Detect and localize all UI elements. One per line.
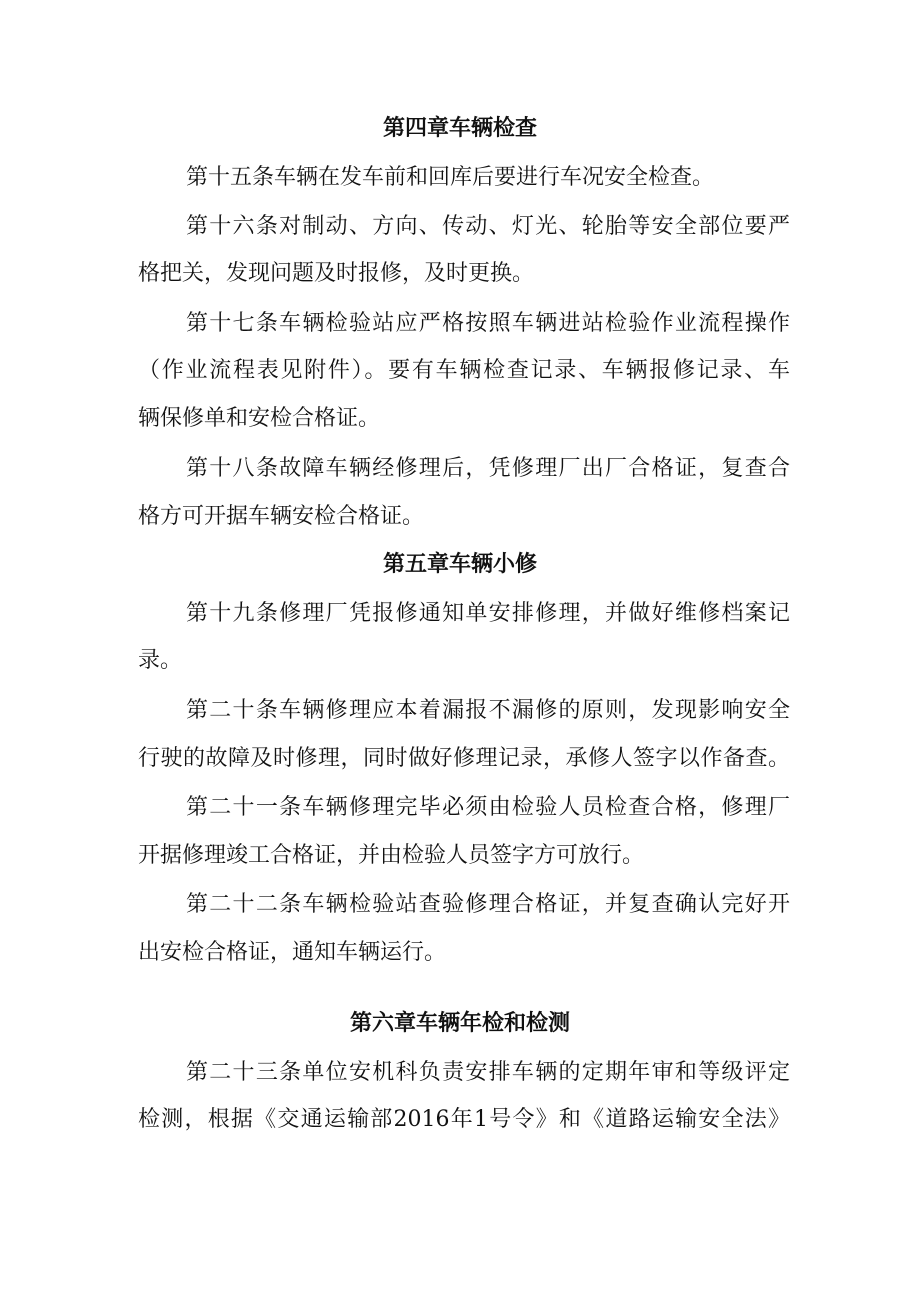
chapter-4-heading: 第四章车辆检查 <box>382 116 537 141</box>
article-23-line-2: 检测，根据《交通运输部2016年1号令》和《道路运输安全法》 <box>138 1107 790 1132</box>
chapter-5-heading: 第五章车辆小修 <box>382 552 537 577</box>
article-16-line-2: 格把关，发现问题及时报修，及时更换。 <box>138 261 535 286</box>
article-21-line-1: 第二十一条车辆修理完毕必须由检验人员检查合格，修理厂 <box>186 795 790 820</box>
chapter-6-heading: 第六章车辆年检和检测 <box>349 1011 570 1036</box>
article-19-line-1: 第十九条修理厂凭报修通知单安排修理，并做好维修档案记 <box>186 601 790 626</box>
article-19-line-2: 录。 <box>138 648 183 673</box>
article-15-line-1: 第十五条车辆在发车前和回库后要进行车况安全检查。 <box>186 165 715 190</box>
article-23-line-1: 第二十三条单位安机科负责安排车辆的定期年审和等级评定 <box>186 1060 790 1085</box>
article-20-line-2: 行驶的故障及时修理，同时做好修理记录，承修人签字以作备查。 <box>138 746 790 771</box>
article-20-line-1: 第二十条车辆修理应本着漏报不漏修的原则，发现影响安全 <box>186 698 790 723</box>
article-18-line-1: 第十八条故障车辆经修理后，凭修理厂出厂合格证，复查合 <box>186 456 790 481</box>
article-16-line-1: 第十六条对制动、方向、传动、灯光、轮胎等安全部位要严 <box>186 214 790 239</box>
article-17-line-1: 第十七条车辆检验站应严格按照车辆进站检验作业流程操作 <box>186 311 790 336</box>
article-22-line-2: 出安检合格证，通知车辆运行。 <box>138 940 447 965</box>
article-17-line-3: 辆保修单和安检合格证。 <box>138 406 381 431</box>
article-21-line-2: 开据修理竣工合格证，并由检验人员签字方可放行。 <box>138 843 645 868</box>
article-18-line-2: 格方可开据车辆安检合格证。 <box>138 504 425 529</box>
article-17-line-2: （作业流程表见附件）。要有车辆检查记录、车辆报修记录、车 <box>138 358 790 383</box>
article-22-line-1: 第二十二条车辆检验站查验修理合格证，并复查确认完好开 <box>186 892 790 917</box>
